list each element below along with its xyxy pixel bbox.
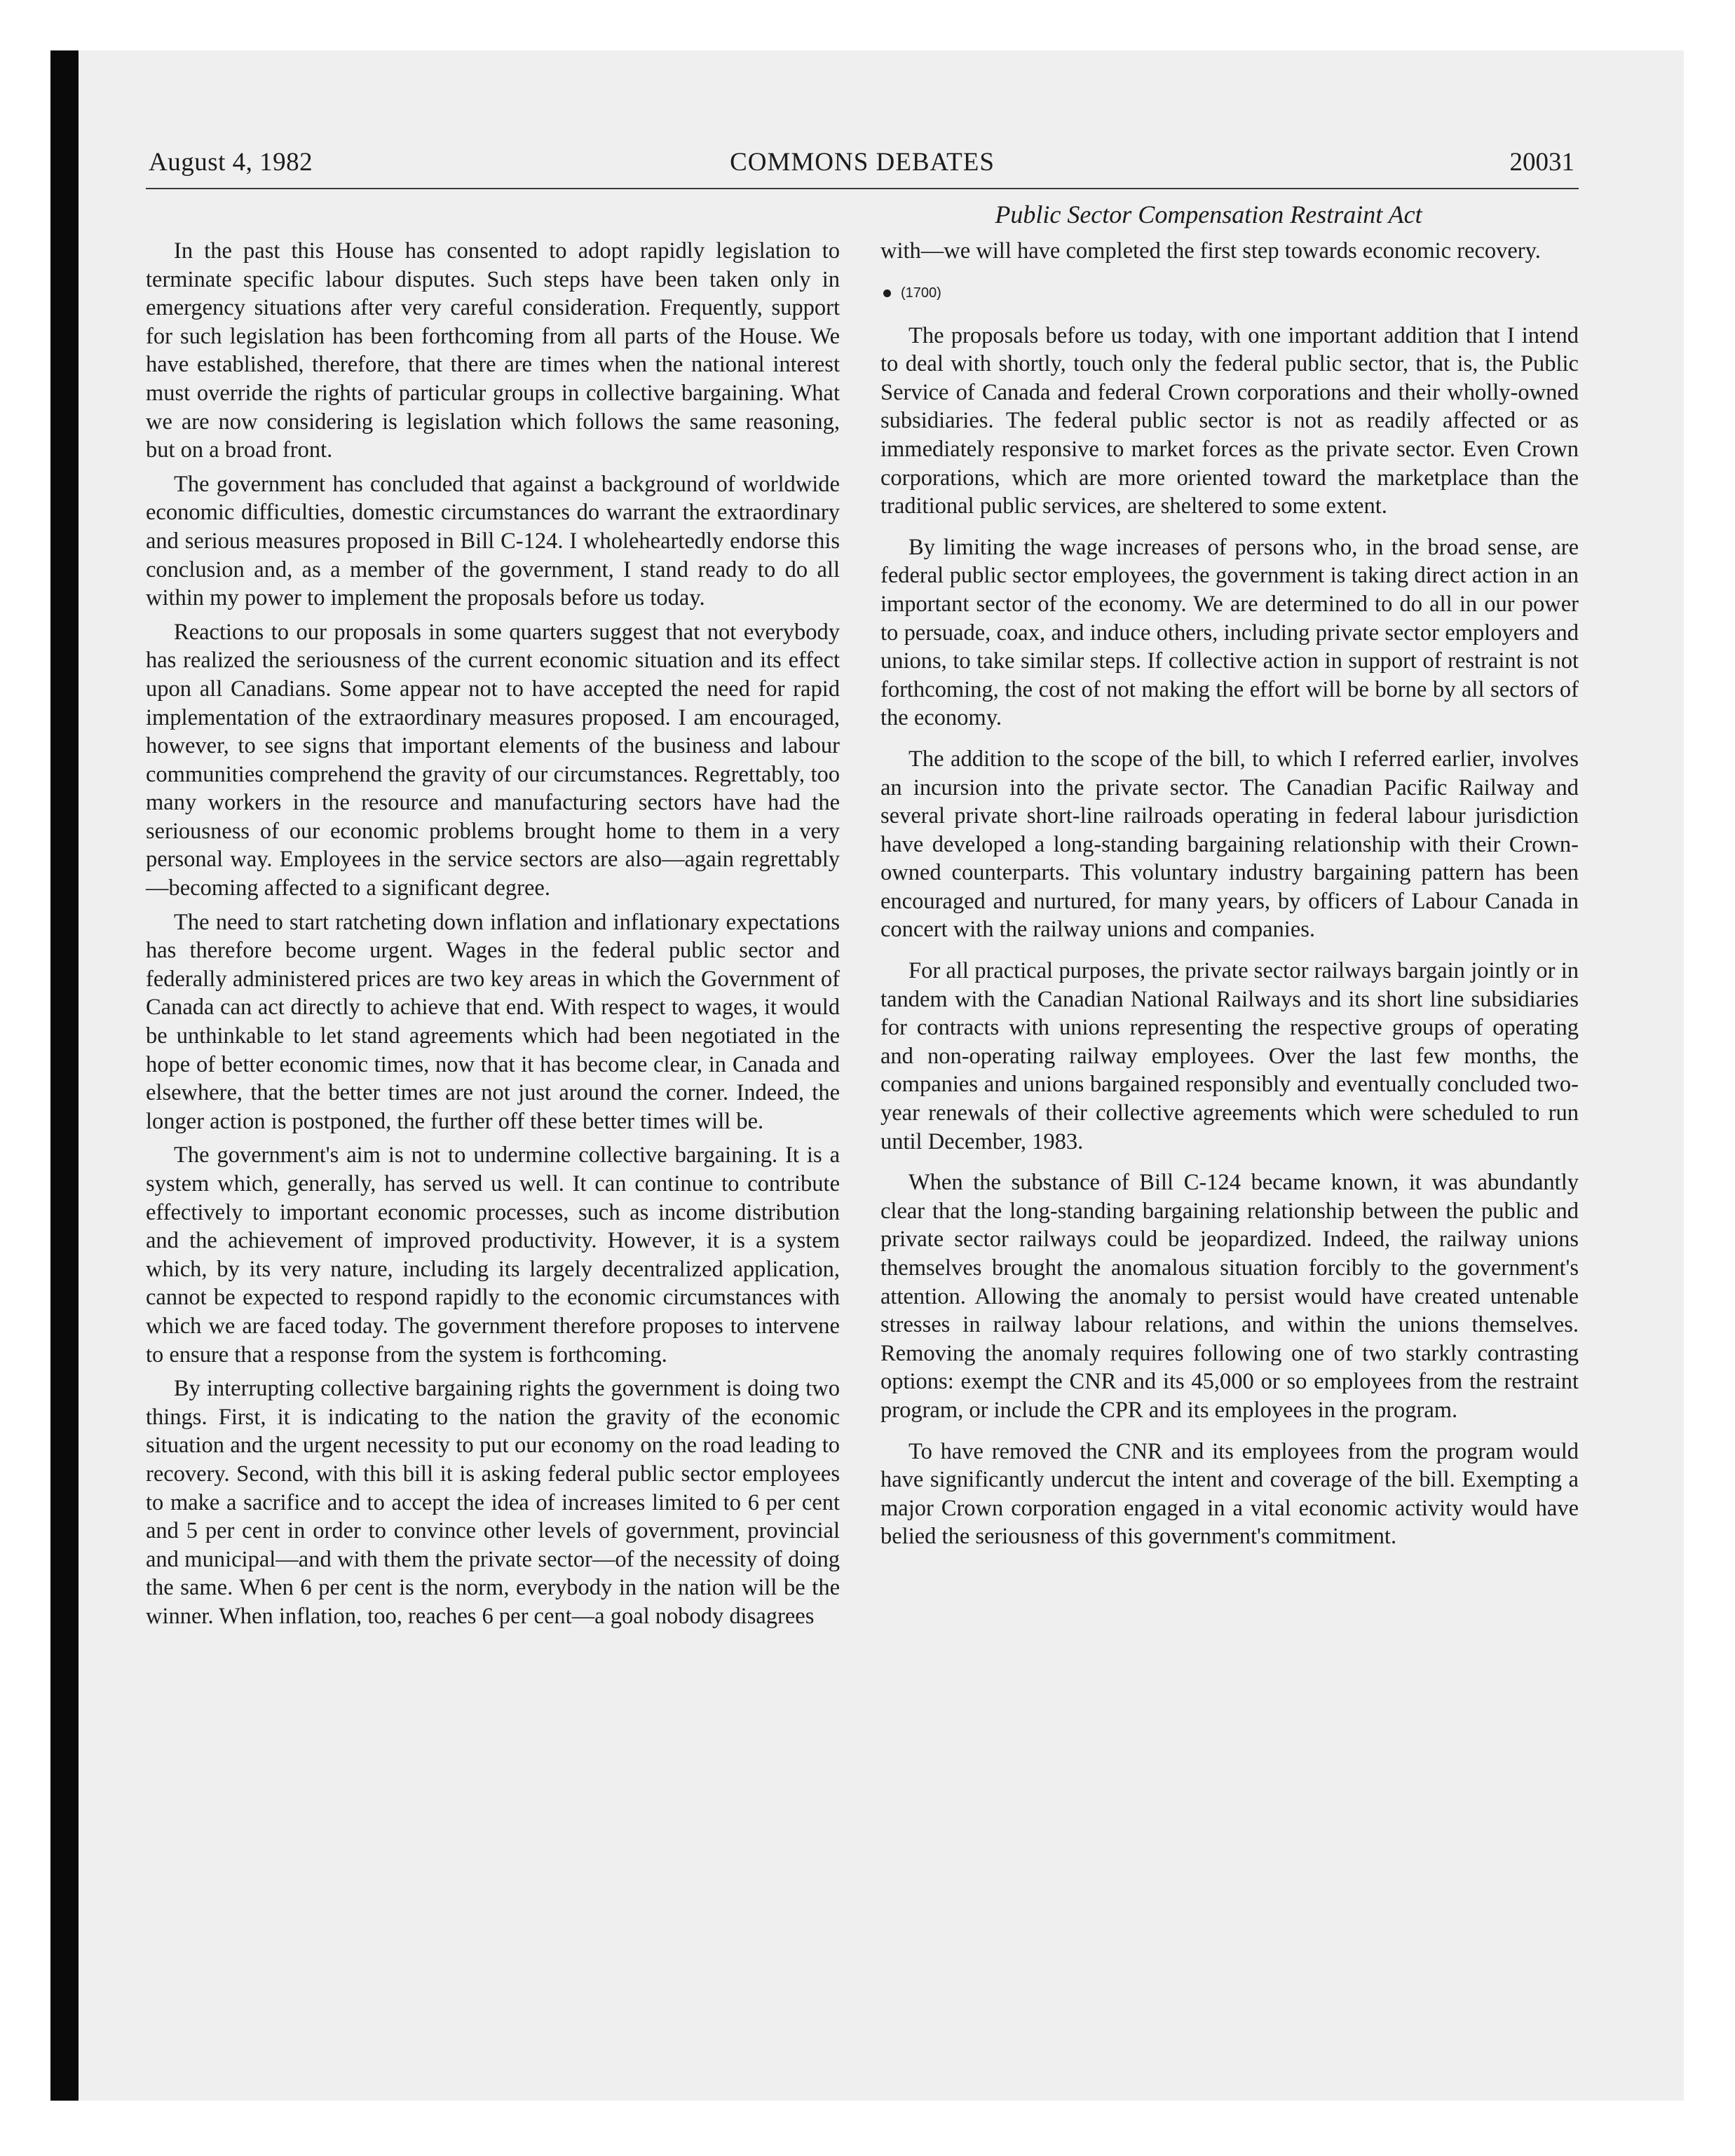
- header-publication: COMMONS DEBATES: [730, 148, 995, 177]
- header-date: August 4, 1982: [149, 148, 313, 177]
- paragraph: By interrupting collective bargaining rights the government is doing two things. First, it is indicating to the nation the gravity of the economic situation and the urgent necessity to put our economy on the road leading to recovery. Second, with this bill it is asking federal public sector employees to make a sacrifice and to accept the idea of increases limited to 6 per cent and 5 per cent in order to convince other levels of government, provincial and municipal—and with them the private sector—of the necessity of doing the same. When 6 per cent is the norm, everybody in the nation will be the winner. When inflation, too, reaches 6 per cent—a goal nobody disagrees: [146, 1376, 840, 1629]
- bullet-icon: [883, 289, 891, 297]
- paragraph: The addition to the scope of the bill, to which I referred earlier, involves an incursion into the private sector. The Canadian Pacific Railway and several private short-line railroads operating in federal labour jurisdiction have developed a long-standing bargaining relationship with their Crown-owned counterparts. This voluntary industry bargaining pattern has been encouraged and nurtured, for many years, by officers of Labour Canada in concert with the railway unions and companies.: [880, 746, 1579, 943]
- running-header: [146, 149, 1579, 189]
- paragraph: The government has concluded that against a background of worldwide economic difficulties, domestic circumstances do warrant the extraordinary and serious measures proposed in Bill C-124. I wholeheartedly endorse this conclusion and, as a member of the government, I stand ready to do all within my power to implement the proposals before us today.: [146, 471, 840, 611]
- paragraph: The need to start ratcheting down inflation and inflationary expectations has therefore become urgent. Wages in the federal public sector and federally administered prices are two key areas in which the Government of Canada can act directly to achieve that end. With respect to wages, it would be unthinkable to let stand agreements which had been negotiated in the hope of better economic times, now that it has become clear, in Canada and elsewhere, that the better times are not just around the corner. Indeed, the longer action is postponed, the further off these better times will be.: [146, 909, 840, 1134]
- time-marker: [880, 280, 1579, 308]
- paragraph: When the substance of Bill C-124 became known, it was abundantly clear that the long-standing bargaining relationship between the public and private sector railways could be jeopardized. Indeed, the railway unions themselves brought the anomalous situation forcibly to the government's attention. Allowing the anomaly to persist would have created untenable stresses in railway labour relations, and within the unions themselves. Removing the anomaly requires following one of two starkly contrasting options: exempt the CNR and its 45,000 or so employees from the restraint program, or include the CPR and its employees in the program.: [880, 1170, 1579, 1423]
- paragraph: To have removed the CNR and its employees from the program would have significantly undercut the intent and coverage of the bill. Exempting a major Crown corporation engaged in a vital economic activity would have belied the seriousness of this government's commitment.: [880, 1438, 1579, 1550]
- paragraph: The proposals before us today, with one important addition that I intend to deal with shortly, touch only the federal public sector, that is, the Public Service of Canada and federal Crown corporations and their wholly-owned subsidiaries. The federal public sector is not as readily affected or as immediately responsive to market forces as the private sector. Even Crown corporations, which are more oriented toward the marketplace than the traditional public services, are sheltered to some extent.: [880, 322, 1579, 519]
- paragraph: In the past this House has consented to adopt rapidly legislation to terminate specific labour disputes. Such steps have been taken only in emergency situations after very careful consideration. Frequently, support for such legislation has been forthcoming from all parts of the House. We have established, therefore, that there are times when the national interest must override the rights of particular groups in collective bargaining. What we are now considering is legislation which follows the same reasoning, but on a broad front.: [146, 238, 840, 463]
- section-title: Public Sector Compensation Restraint Act: [995, 200, 1422, 228]
- left-column: [146, 237, 840, 1631]
- paragraph: Reactions to our proposals in some quarters suggest that not everybody has realized the seriousness of the current economic situation and its effect upon all Canadians. Some appear not to have accepted the need for rapid implementation of the extraordinary measures proposed. I am encouraged, however, to see signs that important elements of the business and labour communities comprehend the gravity of our circumstances. Regrettably, too many workers in the resource and manufacturing sectors have had the seriousness of our economic problems brought home to them in a very personal way. Employees in the service sectors are also—again regrettably—becoming affected to a significant degree.: [146, 619, 840, 901]
- paragraph: For all practical purposes, the private sector railways bargain jointly or in tandem with the Canadian National Railways and its short line subsidiaries for contracts with unions representing the respective groups of operating and non-operating railway employees. Over the last few months, the companies and unions bargained responsibly and eventually concluded two-year renewals of their collective agreements which were scheduled to run until December, 1983.: [880, 958, 1579, 1154]
- continuation-paragraph: with—we will have completed the first step towards economic recovery.: [880, 238, 1541, 264]
- right-column: [880, 237, 1579, 1551]
- paragraph: The government's aim is not to undermine collective bargaining. It is a system which, generally, has served us well. It can continue to contribute effectively to important economic processes, such as income distribution and the achievement of improved productivity. However, it is a system which, by its very nature, including its largely decentralized application, cannot be expected to respond rapidly to the economic circumstances with which we are faced today. The government therefore proposes to intervene to ensure that a response from the system is forthcoming.: [146, 1142, 840, 1367]
- scan-border: [50, 50, 79, 2101]
- header-page-number: 20031: [1509, 148, 1574, 177]
- time-marker-label: (1700): [901, 285, 941, 301]
- paragraph: By limiting the wage increases of persons who, in the broad sense, are federal public sector employees, the government is taking direct action in an important sector of the economy. We are determined to do all in our power to persuade, coax, and induce others, including private sector employers and unions, to take similar steps. If collective action in support of restraint is not forthcoming, the cost of not making the effort will be borne by all sectors of the economy.: [880, 534, 1579, 731]
